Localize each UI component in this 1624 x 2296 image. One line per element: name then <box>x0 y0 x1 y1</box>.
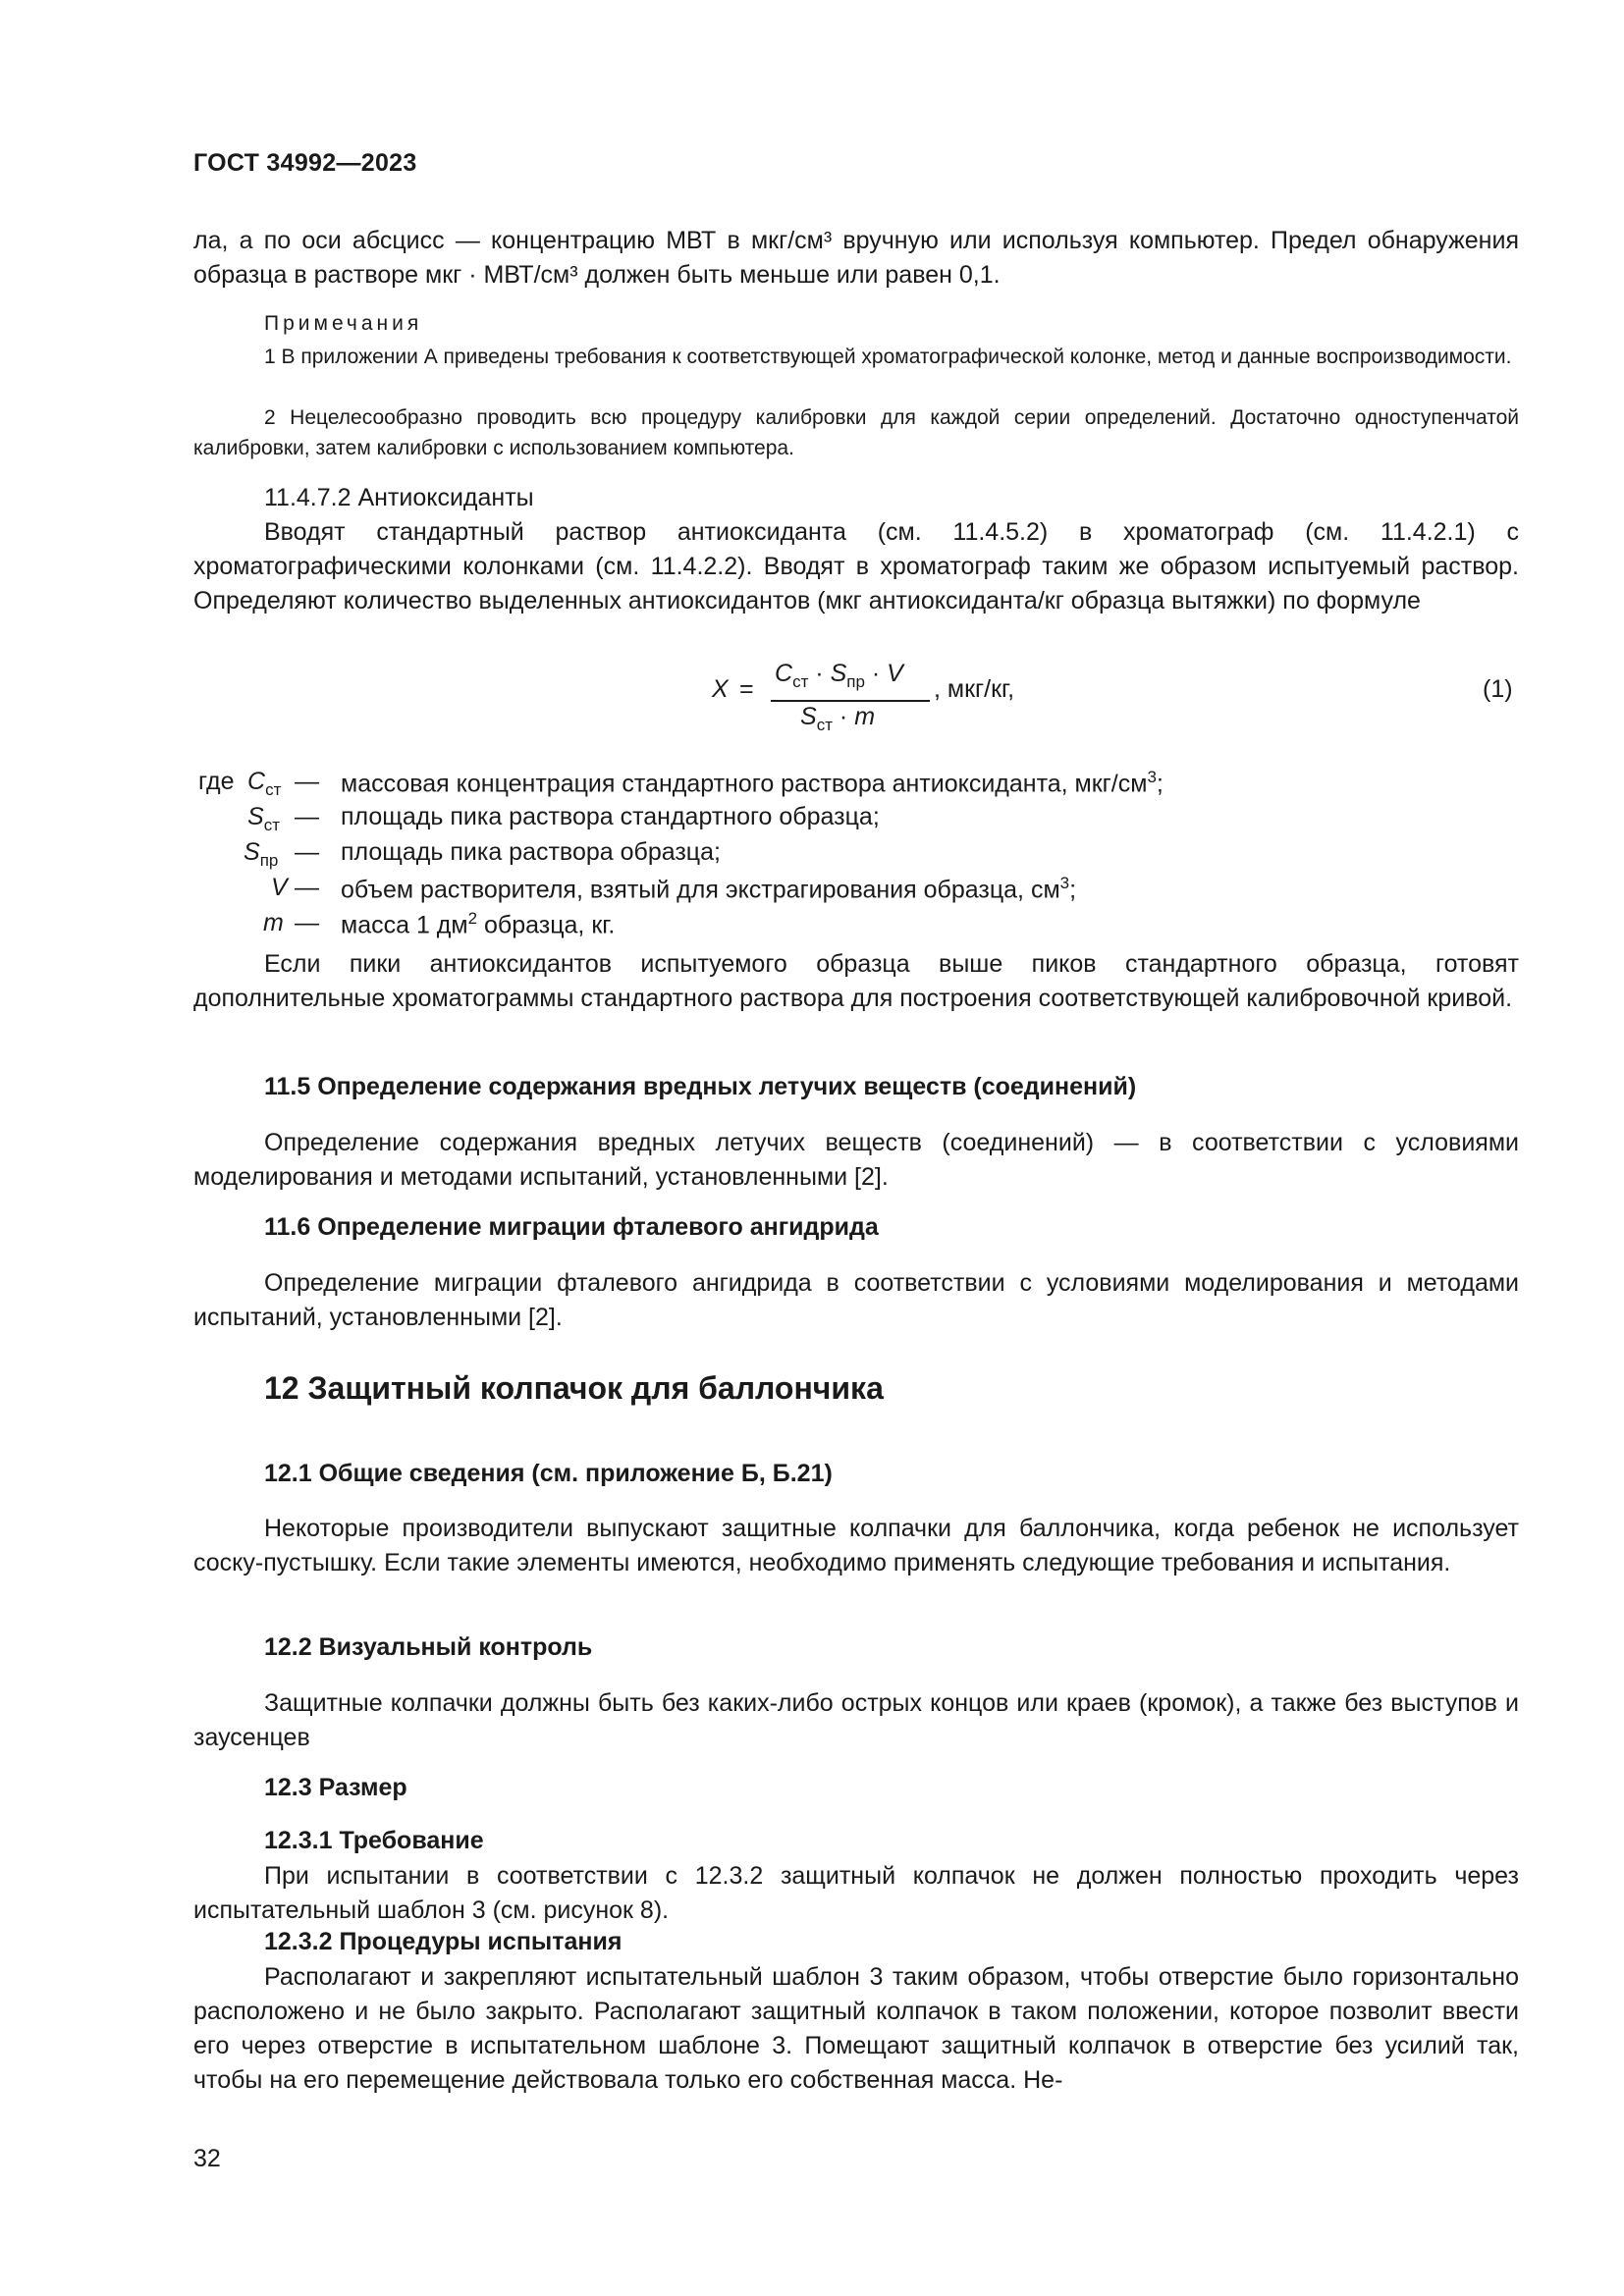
paragraph-12-3-1: При испытании в соответствии с 12.3.2 защитный колпачок не должен полностью проходить через испытательный шаблон 3 (см. рисунок 8). <box>193 1862 1519 1924</box>
note-1: 1 В приложении А приведены требования к соответствующей хроматографической колонке, метод и данные воспроизводимости. <box>264 346 1512 368</box>
page-number: 32 <box>193 2145 221 2172</box>
note-2: 2 Нецелесообразно проводить всю процедуру калибровки для каждой серии определений. Достаточно одноступенчатой калибровки, затем калибровки с использованием компьютера. <box>193 406 1519 459</box>
section-title-12-3: 12.3 Размер <box>264 1774 407 1801</box>
definition-text: масса 1 дм <box>341 911 468 939</box>
dash: — <box>295 838 319 866</box>
chapter-title-12: 12 Защитный колпачок для баллончика <box>264 1370 884 1406</box>
dash: — <box>295 874 319 901</box>
formula-equals: = <box>739 675 754 703</box>
section-title-12-3-1: 12.3.1 Требование <box>264 1827 484 1854</box>
section-title-12-2: 12.2 Визуальный контроль <box>264 1633 593 1661</box>
notes-title: Примечания <box>264 312 423 335</box>
dash: — <box>295 803 319 830</box>
section-title-11-5: 11.5 Определение содержания вредных летучих веществ (соединений) <box>264 1073 1137 1100</box>
definition-s-st: площадь пика раствора стандартного образца; <box>341 803 880 830</box>
dash: — <box>295 909 319 936</box>
symbol-s-st: $S_{ст}$ <box>247 803 280 834</box>
section-title-11-6: 11.6 Определение миграции фталевого ангидрида <box>264 1213 879 1241</box>
paragraph-11-6: Определение миграции фталевого ангидрида в соответствии с условиями моделирования и методами испытаний, установленными [2]. <box>193 1269 1519 1331</box>
definition-v: объем растворителя, взятый для экстрагирования образца, $см^3$; <box>341 874 1077 904</box>
section-title-12-3-2: 12.3.2 Процедуры испытания <box>264 1928 623 1955</box>
symbol-c-st: $C_{ст}$ <box>247 768 282 799</box>
formula-numerator: $C_{ст} \cdot S_{пр} \cdot V$ <box>775 660 903 691</box>
definition-text: объем растворителя, взятый для экстрагирования образца, см <box>341 876 1060 904</box>
paragraph-12-3-2: Располагают и закрепляют испытательный шаблон 3 таким образом, чтобы отверстие было горизонтально расположено и не было закрыто. Располагают защитный колпачок в таком положении, которое позволит ввести его через отверстие в испытательном шаблоне 3. Помещают защитный колпачок в отверстие без усилий так, чтобы на его перемещение действовала только его собственная масса. Не- <box>193 1963 1519 2094</box>
paragraph-continuation <box>193 224 1519 293</box>
definition-m: масса 1 $дм^2$ образца, кг. <box>341 909 616 939</box>
definition-text: массовая концентрация стандартного раствора антиоксиданта, мкг/см <box>341 770 1148 798</box>
formula-denominator: $S_{ст} \cdot m$ <box>800 703 876 734</box>
fraction-bar <box>771 700 930 702</box>
definition-c-st: массовая концентрация стандартного раствора антиоксиданта, мкг/$см^3$; <box>341 768 1164 798</box>
where-lead: где <box>198 768 235 795</box>
formula-unit: , мкг/кг, <box>934 675 1015 703</box>
paragraph-11-5: Определение содержания вредных летучих веществ (соединений) — в соответствии с условиями моделирования и методами испытаний, установленными [2]. <box>193 1129 1519 1191</box>
definition-s-pr: площадь пика раствора образца; <box>341 838 721 866</box>
formula-lhs: X <box>712 675 729 703</box>
section-title-12-1: 12.1 Общие сведения (см. приложение Б, Б.21) <box>264 1460 833 1487</box>
paragraph-12-2: Защитные колпачки должны быть без каких-либо острых концов или краев (кромок), а также без выступов и заусенцев <box>193 1689 1519 1751</box>
symbol-s-pr: $S_{пр}$ <box>244 838 279 870</box>
definition-text: образца, кг. <box>477 911 616 939</box>
text: ла, а по оси абсцисс — концентрацию МВТ в мкг/см³ вручную или используя компьютер. Предел обнаружения образца в растворе мкг · МВТ/см³ должен быть меньше или равен 0,1. <box>193 227 1519 289</box>
equation-number: (1) <box>1483 675 1513 703</box>
paragraph-peaks: Если пики антиоксидантов испытуемого образца выше пиков стандартного образца, готовят дополнительные хроматограммы стандартного раствора для построения соответствующей калибровочной кривой. <box>193 950 1519 1012</box>
symbol-m: m <box>263 909 284 936</box>
paragraph-12-1: Некоторые производители выпускают защитные колпачки для баллончика, когда ребенок не использует соску-пустышку. Если такие элементы имеются, необходимо применять следующие требования и испытания. <box>193 1515 1519 1576</box>
page-header: ГОСТ 34992—2023 <box>193 149 417 177</box>
dash: — <box>295 768 319 795</box>
paragraph-antioxidants: Вводят стандартный раствор антиоксиданта (см. 11.4.5.2) в хроматограф (см. 11.4.2.1) с хроматографическими колонками (см. 11.4.2.2). Вводят в хроматограф таким же образом испытуемый раствор. Определяют количество выделенных антиоксидантов (мкг антиоксиданта/кг образца вытяжки) по формуле <box>193 518 1519 614</box>
symbol-v: V <box>271 874 288 901</box>
subsection-title-11-4-7-2: 11.4.7.2 Антиоксиданты <box>264 484 534 511</box>
